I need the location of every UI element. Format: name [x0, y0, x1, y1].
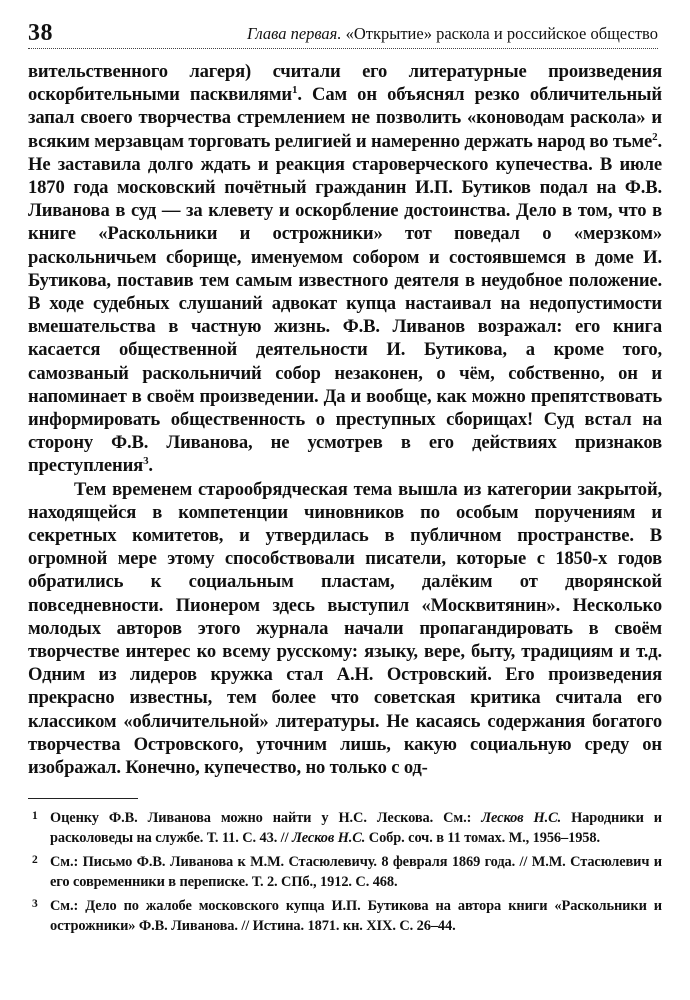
- running-header: [28, 14, 658, 49]
- footnote-number: 1: [32, 810, 38, 822]
- footnote-text: Собр. соч. в 11 томах. М., 1956–1958.: [365, 830, 600, 846]
- footnote-author: Лесков Н.С.: [291, 830, 366, 846]
- footnote-ref-2[interactable]: 2: [652, 130, 658, 143]
- footnote-text: См.: Письмо Ф.В. Ливанова к М.М. Стасюлевичу. 8 февраля 1869 года. // М.М. Стасюлевич и его современники в переписке. Т. 2. СПб., 1912. С. 468.: [50, 854, 662, 890]
- paragraph-1-part-4: .: [148, 455, 153, 477]
- footnote-divider: [28, 798, 138, 799]
- paragraph-1-part-1: вительственного лагеря) считали его литературные произведения оскорбительными пасквилями: [28, 61, 662, 106]
- footnote-text: Оценку Ф.В. Ливанова можно найти у Н.С. Лескова. См.:: [50, 810, 482, 826]
- footnote-number: 3: [32, 898, 38, 910]
- footnote-text: См.: Дело по жалобе московского купца И.П. Бутикова на автора книги «Раскольники и острожники» Ф.В. Ливанова. // Истина. 1871. кн. XIX. С. 26–44.: [50, 898, 662, 934]
- footnote-2: [28, 852, 662, 892]
- paragraph-1-part-2: . Сам он объяснял резко обличительный запал своего творчества стремлением не позволить «коноводам раскола» и всяким мерзавцам торговать религией и намеренно держать народ во тьме: [28, 84, 662, 152]
- paragraph-1-part-3: . Не заставила долго ждать и реакция староверческого купечества. В июле 1870 года московский почётный гражданин И.П. Бутиков подал на Ф.В. Ливанова в суд — за клевету и оскорбление достоинства. Дело в том, что в книге «Раскольники и острожники» тот поведал о «мерзком» раскольничьем сборище, именуемом собором и состоявшемся в доме И. Бутикова, поставив тем самым известного деятеля в неудобное положение. В ходе судебных слушаний адвокат купца настаивал на недопустимости вмешательства в частную жизнь. Ф.В. Ливанов возражал: его книга касается общественной деятельности И. Бутикова, а кроме того, самозваный раскольничий собор незаконен, о чём, собственно, он и напоминает в своём произведении. Да и вообще, как можно препятствовать информировать общественность о преступных сборищах! Суд встал на сторону Ф.В. Ливанова, не усмотрев в его действиях признаков преступления: [28, 130, 662, 477]
- footnote-number: 2: [32, 854, 38, 866]
- running-head: [247, 24, 658, 44]
- footnote-ref-3[interactable]: 3: [143, 455, 149, 468]
- footnote-author: Лесков Н.С.: [481, 810, 562, 826]
- paragraph-1: [28, 60, 662, 478]
- chapter-label: Глава первая.: [246, 24, 342, 43]
- footnote-1: [28, 808, 662, 848]
- page-number: 38: [28, 20, 53, 46]
- chapter-title: «Открытие» раскола и российское общество: [345, 24, 658, 43]
- paragraph-2: Тем временем старообрядческая тема вышла из категории закрытой, находящейся в компетенции чиновников по особым поручениям и секретных комитетов, и утвердилась в публичном пространстве. В огромной мере этому способствовали писатели, которые с 1850-х годов обратились к социальным пластам, далёким от дворянской повседневности. Пионером здесь выступил «Москвитянин». Несколько молодых авторов этого журнала начали пропагандировать в своём творчестве интерес ко всему русскому: языку, вере, быту, традициям и т.д. Одним из лидеров кружка стал А.Н. Островский. Его произведения прекрасно известны, тем более что советская критика считала его классиком «обличительной» литературы. Не касаясь содержания богатого творчества Островского, уточним лишь, какую социальную среду он изображал. Конечно, купечество, но только с од-: [28, 478, 662, 779]
- footnote-text: Народники и расколоведы на службе. Т. 11. С. 43. //: [50, 810, 662, 846]
- footnote-3: [28, 896, 662, 936]
- footnotes: [28, 808, 662, 940]
- footnote-ref-1[interactable]: 1: [291, 84, 298, 97]
- main-text: [28, 60, 662, 779]
